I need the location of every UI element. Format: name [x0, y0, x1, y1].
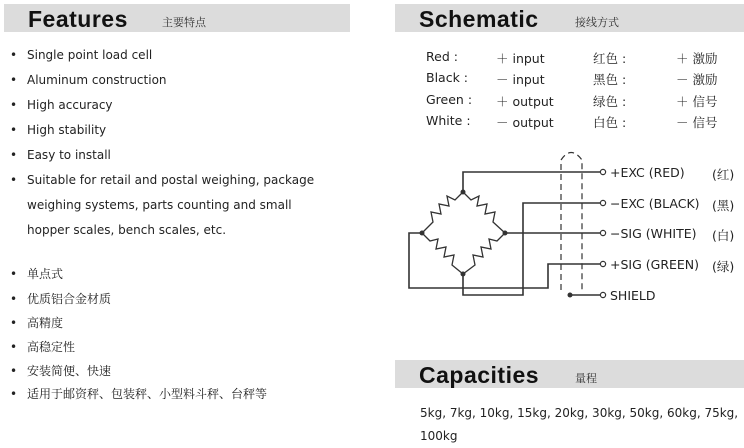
wire-color-cn: 黑色 :	[593, 72, 627, 87]
feature-item-cn: • 高精度	[10, 316, 64, 330]
feature-item-continued: hopper scales, bench scales, etc.	[27, 223, 227, 237]
features-title: Features	[28, 6, 128, 32]
capacities-subtitle: 量程	[575, 372, 597, 385]
feature-item-cn: • 高稳定性	[10, 340, 76, 354]
terminal-exc-minus-cn: (黑)	[712, 198, 735, 213]
shield-outline	[561, 153, 582, 291]
terminal-sig-plus-cn: (绿)	[712, 259, 735, 274]
wire-color-cn: 红色 :	[593, 51, 627, 66]
resistor-icon	[422, 192, 505, 274]
wire-function-cn: － 激励	[676, 72, 718, 87]
wire-color-cn: 绿色 :	[593, 94, 627, 109]
wire-function: － input	[496, 72, 545, 87]
wire-color: White :	[426, 113, 471, 128]
feature-item: • Easy to install	[10, 148, 111, 162]
terminal-icon	[600, 169, 605, 297]
wire-function-cn: ＋ 激励	[676, 51, 718, 66]
wire-black	[463, 203, 600, 295]
feature-item: • High stability	[10, 123, 107, 137]
schematic-subtitle: 接线方式	[575, 16, 619, 29]
terminal-shield: SHIELD	[610, 288, 656, 303]
wire-function: － output	[496, 115, 554, 130]
feature-item-cn: • 安装简便、快速	[10, 364, 112, 378]
wire-function: ＋ input	[496, 51, 545, 66]
wire-color: Red :	[426, 49, 458, 64]
features-subtitle: 主要特点	[162, 16, 206, 29]
wire-function-cn: ＋ 信号	[676, 94, 718, 109]
feature-item: • Suitable for retail and postal weighing, package	[10, 173, 315, 187]
wire-color: Green :	[426, 92, 473, 107]
wire-color-cn: 白色 :	[593, 115, 627, 130]
wire-function: ＋ output	[496, 94, 554, 109]
wire-red	[463, 172, 600, 192]
feature-item: • High accuracy	[10, 98, 113, 112]
capacities-title: Capacities	[419, 362, 540, 388]
feature-item-continued: weighing systems, parts counting and small	[27, 198, 292, 212]
terminal-sig-plus: +SIG (GREEN)	[610, 257, 700, 272]
terminal-sig-minus: −SIG (WHITE)	[610, 226, 697, 241]
feature-item: • Aluminum construction	[10, 73, 167, 87]
capacities-list: 5kg, 7kg, 10kg, 15kg, 20kg, 30kg, 50kg, 60kg, 75kg,	[420, 406, 739, 420]
feature-item-cn: • 单点式	[10, 267, 64, 281]
feature-item: • Single point load cell	[10, 48, 153, 62]
feature-item-cn: • 优质铝合金材质	[10, 292, 112, 306]
terminal-sig-minus-cn: (白)	[712, 228, 735, 243]
terminal-exc-plus-cn: (红)	[712, 167, 735, 182]
terminal-exc-minus: −EXC (BLACK)	[610, 196, 700, 211]
wire-function-cn: － 信号	[676, 115, 718, 130]
schematic-title: Schematic	[419, 6, 539, 32]
wire-color: Black :	[426, 70, 469, 85]
capacities-list-continued: 100kg	[420, 429, 458, 443]
feature-item-cn: • 适用于邮资秤、包装秤、小型料斗秤、台秤等	[10, 387, 268, 401]
terminal-exc-plus: +EXC (RED)	[610, 165, 685, 180]
